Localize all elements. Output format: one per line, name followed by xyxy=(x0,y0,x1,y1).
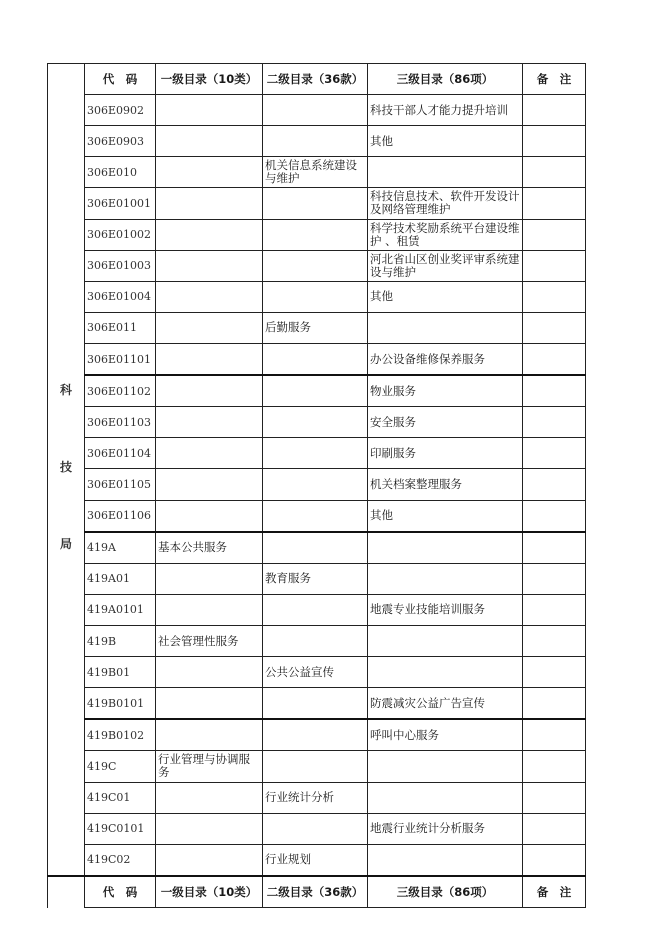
row-level3: 地震专业技能培训服务 xyxy=(368,594,523,625)
department-char: 科 xyxy=(59,383,72,397)
row-level1 xyxy=(156,188,263,219)
table-row xyxy=(48,719,586,751)
table-row xyxy=(48,813,586,844)
row-level3 xyxy=(368,844,523,876)
row-code: 419C xyxy=(85,751,156,782)
table-row xyxy=(48,219,586,250)
row-level3: 防震减灾公益广告宣传 xyxy=(368,688,523,720)
row-level1 xyxy=(156,375,263,407)
row-code: 419A01 xyxy=(85,563,156,594)
department-char: 局 xyxy=(59,537,72,551)
row-level3 xyxy=(368,751,523,782)
row-level2 xyxy=(263,188,368,219)
row-level3 xyxy=(368,563,523,594)
row-remark xyxy=(523,126,586,157)
row-level3: 科学技术奖励系统平台建设维护 、租赁 xyxy=(368,219,523,250)
row-level3: 印刷服务 xyxy=(368,438,523,469)
row-remark xyxy=(523,782,586,813)
row-code: 306E01106 xyxy=(85,500,156,532)
header-code: 代 码 xyxy=(85,64,156,95)
row-level3: 其他 xyxy=(368,500,523,532)
row-code: 419B01 xyxy=(85,657,156,688)
row-level3: 河北省山区创业奖评审系统建设与维护 xyxy=(368,250,523,281)
row-code: 419B xyxy=(85,625,156,656)
row-level2 xyxy=(263,594,368,625)
header-level1: 一级目录（10类） xyxy=(156,64,263,95)
header-remark: 备 注 xyxy=(523,64,586,95)
row-level2: 行业规划 xyxy=(263,844,368,876)
row-level1 xyxy=(156,343,263,375)
row-level1 xyxy=(156,312,263,343)
row-remark xyxy=(523,532,586,564)
row-code: 306E01103 xyxy=(85,407,156,438)
table-row xyxy=(48,375,586,407)
row-level3: 地震行业统计分析服务 xyxy=(368,813,523,844)
row-code: 306E01002 xyxy=(85,219,156,250)
header-code: 代 码 xyxy=(85,876,156,908)
row-level2 xyxy=(263,751,368,782)
row-code: 419B0101 xyxy=(85,688,156,720)
row-level1: 行业管理与协调服务 xyxy=(156,751,263,782)
row-level1 xyxy=(156,719,263,751)
row-level2: 后勤服务 xyxy=(263,312,368,343)
table-row xyxy=(48,250,586,281)
table-row xyxy=(48,844,586,876)
department-char: 技 xyxy=(59,460,72,474)
row-level1 xyxy=(156,250,263,281)
row-code: 306E01101 xyxy=(85,343,156,375)
row-level1 xyxy=(156,500,263,532)
row-code: 419C0101 xyxy=(85,813,156,844)
row-level1 xyxy=(156,813,263,844)
department-label-cell-continued xyxy=(48,876,85,908)
row-level3: 呼叫中心服务 xyxy=(368,719,523,751)
row-remark xyxy=(523,625,586,656)
row-level1 xyxy=(156,95,263,126)
table-row xyxy=(48,563,586,594)
row-level2 xyxy=(263,343,368,375)
row-level2 xyxy=(263,95,368,126)
row-level2 xyxy=(263,126,368,157)
row-remark xyxy=(523,751,586,782)
row-level3 xyxy=(368,312,523,343)
row-level1 xyxy=(156,407,263,438)
row-level1 xyxy=(156,438,263,469)
row-remark xyxy=(523,438,586,469)
row-level1 xyxy=(156,563,263,594)
row-level3: 办公设备维修保养服务 xyxy=(368,343,523,375)
row-level2 xyxy=(263,500,368,532)
row-code: 419A0101 xyxy=(85,594,156,625)
row-remark xyxy=(523,407,586,438)
table-row xyxy=(48,688,586,720)
header-level1: 一级目录（10类） xyxy=(156,876,263,908)
row-level2 xyxy=(263,375,368,407)
table-row xyxy=(48,594,586,625)
header-level3: 三级目录（86项） xyxy=(368,876,523,908)
service-catalog-table xyxy=(47,63,586,908)
row-level2 xyxy=(263,813,368,844)
repeated-header-row xyxy=(48,876,586,908)
row-level2 xyxy=(263,438,368,469)
table-row xyxy=(48,126,586,157)
row-level2: 行业统计分析 xyxy=(263,782,368,813)
row-level3: 科技信息技术、软件开发设计及网络管理维护 xyxy=(368,188,523,219)
row-code: 419B0102 xyxy=(85,719,156,751)
row-level2 xyxy=(263,250,368,281)
row-remark xyxy=(523,563,586,594)
row-level1: 基本公共服务 xyxy=(156,532,263,564)
table-row xyxy=(48,407,586,438)
row-remark xyxy=(523,250,586,281)
row-level3: 机关档案整理服务 xyxy=(368,469,523,500)
row-level3 xyxy=(368,532,523,564)
row-remark xyxy=(523,157,586,188)
row-code: 306E011 xyxy=(85,312,156,343)
table-row xyxy=(48,95,586,126)
table-row xyxy=(48,312,586,343)
table-row xyxy=(48,157,586,188)
row-level3: 科技干部人才能力提升培训 xyxy=(368,95,523,126)
row-level2: 公共公益宣传 xyxy=(263,657,368,688)
row-level1 xyxy=(156,281,263,312)
row-code: 306E0903 xyxy=(85,126,156,157)
table-row xyxy=(48,343,586,375)
row-level2 xyxy=(263,688,368,720)
table-row xyxy=(48,532,586,564)
row-level3: 物业服务 xyxy=(368,375,523,407)
row-level1 xyxy=(156,219,263,250)
row-level1 xyxy=(156,126,263,157)
row-remark xyxy=(523,594,586,625)
row-remark xyxy=(523,219,586,250)
header-level2: 二级目录（36款） xyxy=(263,876,368,908)
row-code: 419A xyxy=(85,532,156,564)
row-level3: 安全服务 xyxy=(368,407,523,438)
row-level2 xyxy=(263,469,368,500)
row-remark xyxy=(523,719,586,751)
table-row xyxy=(48,625,586,656)
catalog-sheet xyxy=(47,63,586,908)
row-level3 xyxy=(368,625,523,656)
table-row xyxy=(48,188,586,219)
row-remark xyxy=(523,312,586,343)
row-code: 306E01104 xyxy=(85,438,156,469)
row-code: 419C01 xyxy=(85,782,156,813)
row-code: 306E01003 xyxy=(85,250,156,281)
row-level1 xyxy=(156,657,263,688)
row-code: 306E01001 xyxy=(85,188,156,219)
row-level2 xyxy=(263,532,368,564)
row-remark xyxy=(523,688,586,720)
row-level1 xyxy=(156,782,263,813)
table-row xyxy=(48,438,586,469)
row-code: 306E01004 xyxy=(85,281,156,312)
row-level2 xyxy=(263,625,368,656)
row-level2 xyxy=(263,281,368,312)
row-remark xyxy=(523,375,586,407)
table-row xyxy=(48,751,586,782)
header-level3: 三级目录（86项） xyxy=(368,64,523,95)
row-code: 306E010 xyxy=(85,157,156,188)
department-label-cell xyxy=(48,64,85,877)
row-level3 xyxy=(368,157,523,188)
row-level2: 机关信息系统建设与维护 xyxy=(263,157,368,188)
row-level3 xyxy=(368,657,523,688)
row-level1 xyxy=(156,844,263,876)
row-code: 419C02 xyxy=(85,844,156,876)
row-remark xyxy=(523,281,586,312)
row-level1 xyxy=(156,157,263,188)
table-row xyxy=(48,657,586,688)
header-remark: 备 注 xyxy=(523,876,586,908)
header-level2: 二级目录（36款） xyxy=(263,64,368,95)
row-remark xyxy=(523,343,586,375)
row-level1 xyxy=(156,688,263,720)
row-code: 306E01102 xyxy=(85,375,156,407)
row-level1 xyxy=(156,594,263,625)
row-remark xyxy=(523,813,586,844)
row-remark xyxy=(523,188,586,219)
row-level2 xyxy=(263,719,368,751)
row-remark xyxy=(523,95,586,126)
row-remark xyxy=(523,469,586,500)
row-level3: 其他 xyxy=(368,126,523,157)
row-level1 xyxy=(156,469,263,500)
table-row xyxy=(48,281,586,312)
row-remark xyxy=(523,844,586,876)
row-code: 306E0902 xyxy=(85,95,156,126)
table-row xyxy=(48,500,586,532)
row-level2 xyxy=(263,219,368,250)
row-code: 306E01105 xyxy=(85,469,156,500)
row-level2: 教育服务 xyxy=(263,563,368,594)
table-row xyxy=(48,469,586,500)
table-row xyxy=(48,782,586,813)
row-level2 xyxy=(263,407,368,438)
row-level3: 其他 xyxy=(368,281,523,312)
row-level1: 社会管理性服务 xyxy=(156,625,263,656)
row-remark xyxy=(523,657,586,688)
row-level3 xyxy=(368,782,523,813)
row-remark xyxy=(523,500,586,532)
table-header-row xyxy=(48,64,586,95)
